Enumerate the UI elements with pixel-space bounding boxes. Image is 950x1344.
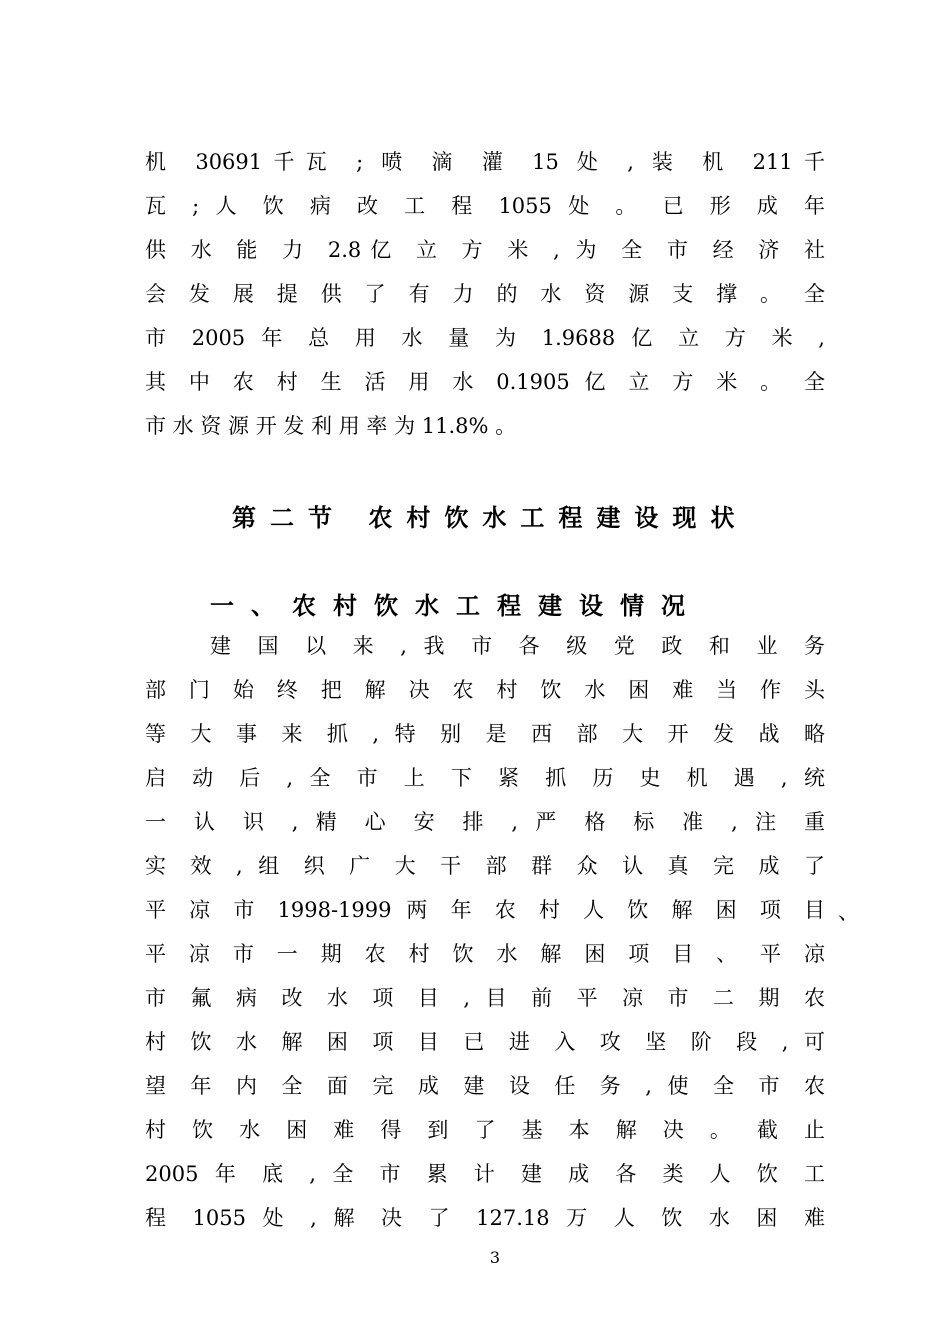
sub-title: 一、农村饮水工程建设情况: [210, 592, 702, 620]
text-line: 一 认 识 , 精 心 安 排 , 严 格 标 准 , 注 重: [145, 810, 825, 834]
text-line: 部 门 始 终 把 解 决 农 村 饮 水 困 难 当 作 头: [145, 678, 825, 702]
text-line: 平 凉 市 一 期 农 村 饮 水 解 困 项 目 、 平 凉: [145, 942, 825, 966]
text-line: 平 凉 市 1998-1999 两 年 农 村 人 饮 解 困 项 目: [145, 898, 825, 922]
text-line: 瓦 ; 人 饮 病 改 工 程 1055 处 。 已 形 成 年: [145, 194, 825, 218]
paragraph-first-line: 建 国 以 来 , 我 市 各 级 党 政 和 业 务: [210, 634, 825, 658]
text-line: 市 2005 年 总 用 水 量 为 1.9688 亿 立 方 米 ,: [145, 326, 825, 350]
text-line: 启 动 后 , 全 市 上 下 紧 抓 历 史 机 遇 , 统: [145, 766, 825, 790]
page-number: 3: [489, 1248, 501, 1267]
text-line: 村 饮 水 困 难 得 到 了 基 本 解 决 。 截 止: [145, 1118, 825, 1142]
text-line: 供 水 能 力 2.8亿 立 方 米 , 为 全 市 经 济 社: [145, 238, 825, 262]
text-line: 市 水 资 源 开 发 利 用 率 为 11.8% 。: [145, 414, 517, 438]
text-line: 程 1055 处 , 解 决 了 127.18 万 人 饮 水 困 难: [145, 1206, 825, 1230]
text-line: 市 氟 病 改 水 项 目 , 目 前 平 凉 市 二 期 农: [145, 986, 825, 1010]
text-line: 会 发 展 提 供 了 有 力 的 水 资 源 支 撑 。 全: [145, 282, 825, 306]
line-overflow-punctuation: 、: [838, 900, 859, 924]
text-line: 机 30691千瓦 ; 喷 滴 灌 15 处 , 装 机 211千: [145, 150, 825, 174]
text-line: 实 效 , 组 织 广 大 干 部 群 众 认 真 完 成 了: [145, 854, 825, 878]
text-line: 望 年 内 全 面 完 成 建 设 任 务 , 使 全 市 农: [145, 1074, 825, 1098]
text-line: 村 饮 水 解 困 项 目 已 进 入 攻 坚 阶 段 , 可: [145, 1030, 825, 1054]
section-title: 第二节 农村饮水工程建设现状: [232, 504, 749, 532]
text-line: 等 大 事 来 抓 , 特 别 是 西 部 大 开 发 战 略: [145, 722, 825, 746]
text-line: 其 中 农 村 生 活 用 水 0.1905 亿 立 方 米 。 全: [145, 370, 825, 394]
text-line: 2005 年 底 , 全 市 累 计 建 成 各 类 人 饮 工: [145, 1162, 825, 1186]
